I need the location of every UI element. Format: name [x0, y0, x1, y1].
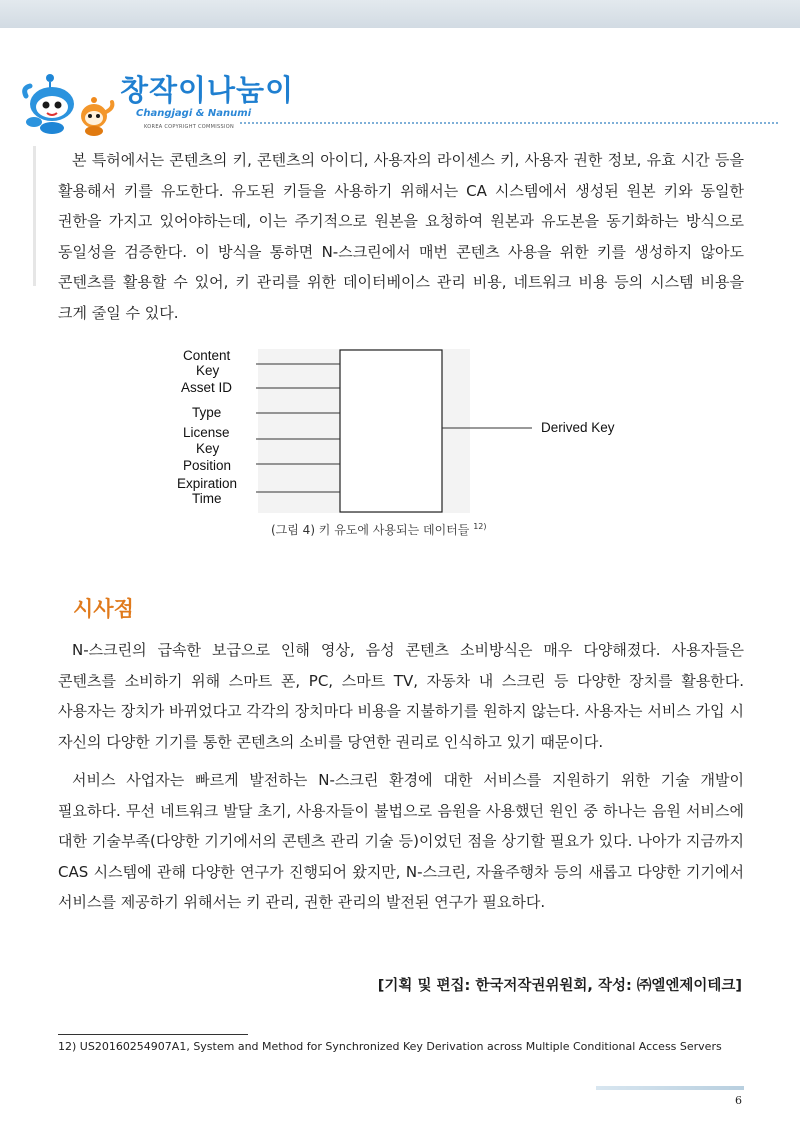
figure-input-label: Content — [183, 348, 231, 363]
header-divider — [240, 122, 778, 124]
footnote: 12) US20160254907A1, System and Method for Synchronized Key Derivation across Multiple Conditional Access Servers — [58, 1040, 722, 1053]
figure-input-label: Key — [196, 441, 220, 456]
body-paragraph-3: 서비스 사업자는 빠르게 발전하는 N-스크린 환경에 대한 서비스를 지원하기 위한 기술 개발이 필요하다. 무선 네트워크 발달 초기, 사용자들이 불법으로 음원을 사용했던 원인 중 하나는 음원 서비스에 대한 기술부족(다양한 기기에서의 콘텐츠 관리 기술 등)이었던 점을 상기할 필요가 있다. 나아가 지금까지 CAS 시스템에 관해 다양한 연구가 진행되어 왔지만, N-스크린, 자율주행차 등의 새롭고 다양한 기기에서 서비스를 제공하기 위해서는 키 관리, 권한 관리의 발전된 연구가 필요하다. — [58, 771, 744, 911]
section-title: 시사점 — [73, 597, 134, 621]
figure-input-label: Expiration — [177, 476, 238, 491]
figure-input-label: Position — [183, 458, 232, 473]
logo-title: 창작이나눔이 — [120, 73, 295, 107]
figure-caption: (그림 4) 키 유도에 사용되는 데이터들 $^{12)}$ — [271, 522, 487, 537]
figure-input-label: Type — [192, 405, 222, 420]
body-paragraph-1: 본 특허에서는 콘텐츠의 키, 콘텐츠의 아이디, 사용자의 라이센스 키, 사용자 권한 정보, 유효 시간 등을 활용해서 키를 유도한다. 유도된 키들을 사용하기 위해서는 CA 시스템에서 생성된 원본 키와 동일한 권한을 가지고 있어야하는데, 이는 주기적으로 원본을 요청하여 원본과 유도본을 동기화하는 방식으로 동일성을 검증한다. 이 방식을 통하면 N-스크린에서 매번 콘텐츠 사용을 위한 키를 생성하지 않아도 콘텐츠를 활용할 수 있어, 키 관리를 위한 데이터베이스 관리 비용, 네트워크 비용 등의 시스템 비용을 크게 줄일 수 있다. — [58, 151, 744, 322]
publisher-logo — [22, 68, 295, 138]
footer-bar — [596, 1086, 744, 1090]
figure-input-label: License — [183, 425, 230, 440]
margin-rule — [33, 146, 36, 286]
figure-input-label: Asset ID — [181, 380, 233, 395]
mascot-icon — [22, 68, 122, 138]
footnote-divider — [58, 1034, 248, 1035]
logo-subtitle: Changjagi & Nanumi — [136, 108, 252, 119]
editorial-credit: [기획 및 편집: 한국저작권위원회, 작성: ㈜엘엔제이테크] — [377, 978, 742, 994]
top-header-band — [0, 0, 800, 28]
figure-input-label: Key — [196, 363, 220, 378]
figure-output-label: Derived Key — [541, 420, 615, 435]
page-number: 6 — [735, 1094, 742, 1107]
figure-input-label: Time — [192, 491, 222, 506]
key-derivation-figure — [170, 343, 620, 513]
body-paragraph-2: N-스크린의 급속한 보급으로 인해 영상, 음성 콘텐츠 소비방식은 매우 다양해졌다. 사용자들은 콘텐츠를 소비하기 위해 스마트 폰, PC, 스마트 TV, 자동차 내 스크린 등 다양한 장치를 활용한다. 사용자는 장치가 바뀌었다고 각각의 장치마다 비용을 지불하기를 원하지 않는다. 사용자는 서비스 가입 시 자신의 다양한 기기를 통한 콘텐츠의 소비를 당연한 권리로 인식하고 있기 때문이다. — [58, 641, 744, 751]
logo-caption: KOREA COPYRIGHT COMMISSION — [144, 124, 235, 130]
